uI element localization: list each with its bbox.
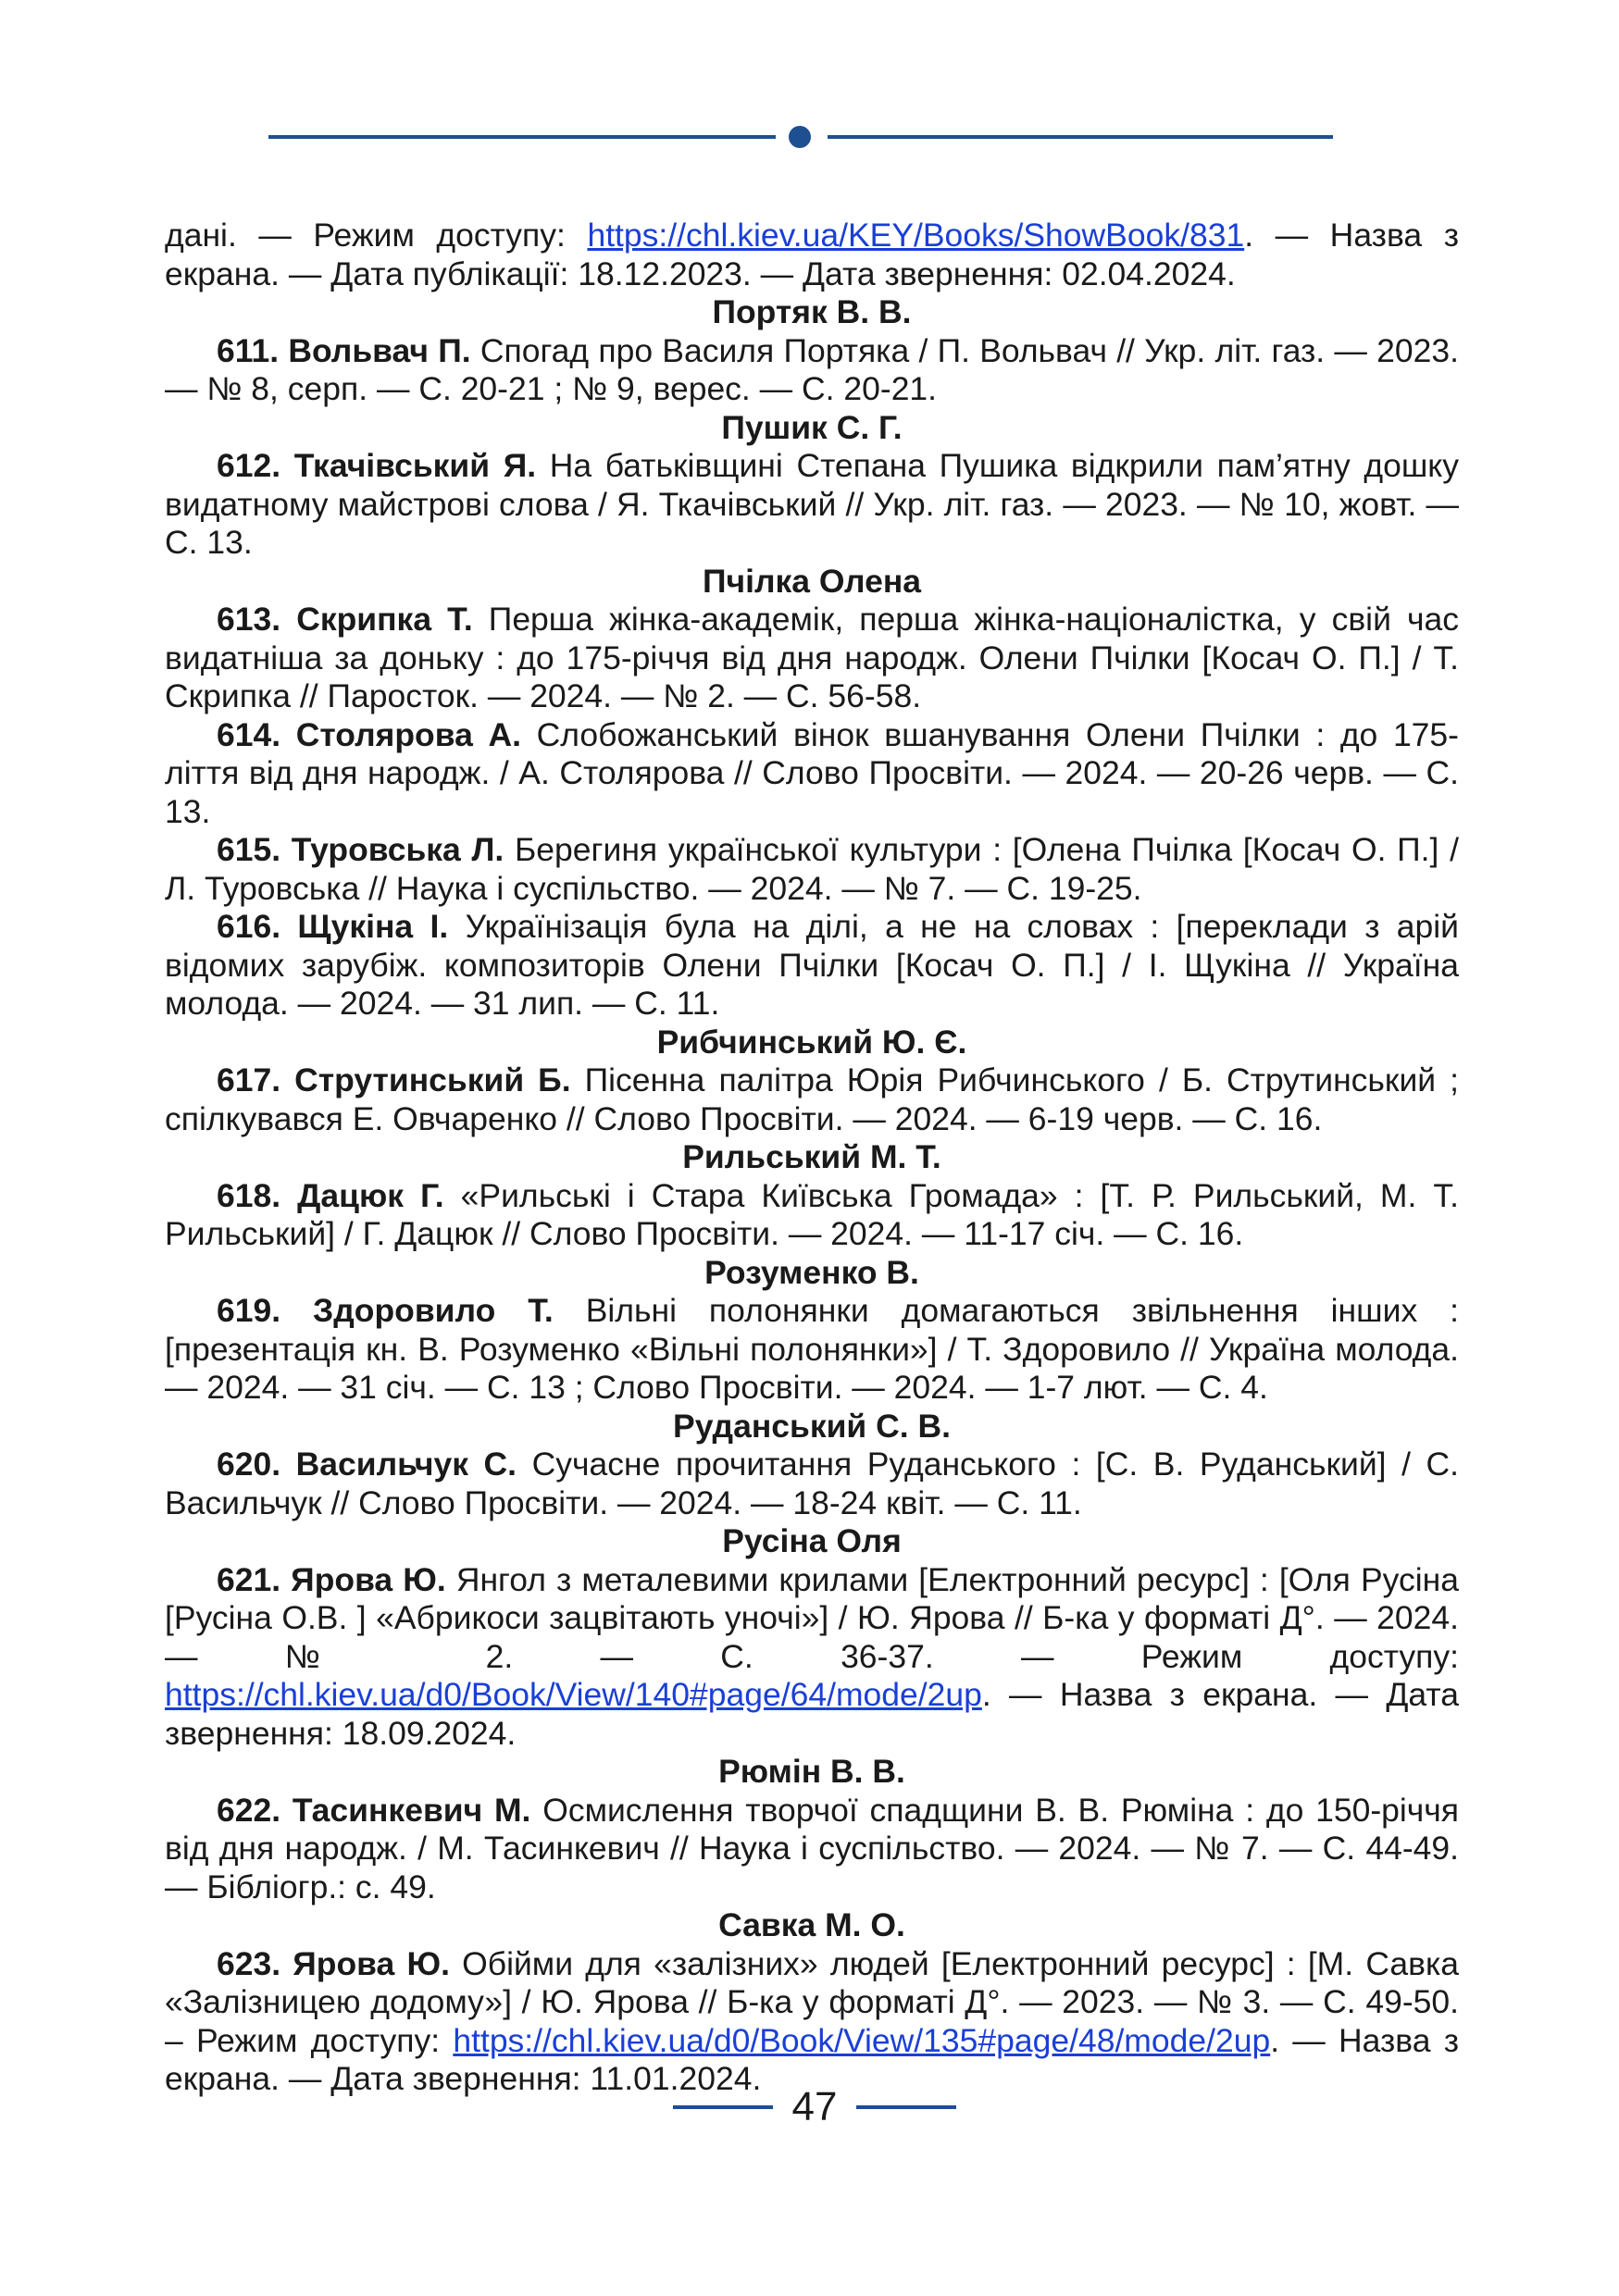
- section-heading: Розуменко В.: [704, 1253, 919, 1291]
- entry-author: 612. Ткачівський Я.: [217, 447, 537, 484]
- entry-615: 615. Туровська Л. Берегиня української культури : [Олена Пчілка [Косач О. П.] / Л. Туровська // Наука і суспільство. — 2024. — № 7. — С. 19-25.: [165, 831, 1459, 907]
- bibliography-content: [165, 217, 1459, 2099]
- section-heading: Пчілка Олена: [702, 562, 922, 600]
- section-heading: Руданський С. В.: [673, 1407, 951, 1445]
- section-heading: Портяк В. В.: [712, 293, 912, 330]
- entry-author: 618. Дацюк Г.: [217, 1176, 444, 1214]
- page-footer: [0, 2079, 1619, 2135]
- entry-616: 616. Щукіна І. Українізація була на ділі, а не на словах : [переклади з арій відомих зарубіж. композиторів Олени Пчілки [Косач О. П.] / І. Щукіна // Україна молода. — 2024. — 31 лип. — С. 11.: [165, 908, 1460, 1022]
- header-rule-right: [828, 135, 1333, 139]
- entry-617: 617. Струтинський Б. Пісенна палітра Юрія Рибчинського / Б. Струтинський ; спілкувався Е. Овчаренко // Слово Просвіти. — 2024. — 6-19 черв. — С. 16.: [165, 1061, 1460, 1137]
- entry-613: 613. Скрипка Т. Перша жінка-академік, перша жінка-націоналістка, у свій час видатніша за доньку : до 175-річчя від дня народж. Олени Пчілки [Косач О. П.] / Т. Скрипка // Паросток. — 2024. — № 2. — С. 56-58.: [165, 601, 1459, 714]
- entry-622: 622. Тасинкевич М. Осмислення творчої спадщини В. В. Рюміна : до 150-річчя від дня народж. / М. Тасинкевич // Наука і суспільство. — 2024. — № 7. — С. 44-49. — Бібліогр.: с. 49.: [165, 1791, 1459, 1905]
- entry-614: 614. Столярова А. Слобожанський вінок вшанування Олени Пчілки : до 175-ліття від дня народж. / А. Столярова // Слово Просвіти. — 2024. — 20-26 черв. — С. 13.: [165, 715, 1459, 830]
- entry-author: 616. Щукіна І.: [217, 908, 449, 945]
- section-heading: Пушик С. Г.: [721, 408, 903, 446]
- entry-author: 614. Столярова А.: [217, 715, 521, 753]
- entry-author: 623. Ярова Ю.: [217, 1944, 450, 1982]
- entry-author: 613. Скрипка Т.: [217, 601, 473, 638]
- entry-link[interactable]: https://chl.kiev.ua/d0/Book/View/135#page/48/mode/2up: [453, 2021, 1271, 2059]
- entry-author: 621. Ярова Ю.: [217, 1560, 446, 1598]
- entry-author: 615. Туровська Л.: [217, 831, 504, 868]
- section-heading: Савка М. О.: [718, 1906, 905, 1943]
- entry-author: 617. Струтинський Б.: [217, 1061, 571, 1098]
- section-heading: Рюмін В. В.: [718, 1753, 905, 1790]
- section-heading: Рильський М. Т.: [682, 1138, 941, 1175]
- entry-author: 619. Здоровило Т.: [217, 1292, 554, 1329]
- entry-623: 623. Ярова Ю. Обійми для «залізних» людей [Електронний ресурс] : [М. Савка «Залізницею додому»] / Ю. Ярова // Б-ка у форматі Д°. — 2023. — № 3. — С. 49-50. – Режим доступу: https://chl.kiev.ua/d0/Book/View/135#page/48/mode/2up. — Назва з екрана. — Дата звернення: 11.01.2024.: [165, 1944, 1460, 2097]
- entry-612: 612. Ткачівський Я. На батьківщині Степана Пушика відкрили пам’ятну дошку видатному майстрові слова / Я. Ткачівський // Укр. літ. газ. — 2023. — № 10, жовт. — С. 13.: [165, 447, 1459, 561]
- footer-rule-left: [673, 2105, 773, 2109]
- entry-link[interactable]: https://chl.kiev.ua/KEY/Books/ShowBook/831: [587, 217, 1245, 254]
- header-rule-left: [268, 135, 776, 139]
- entry-author: 622. Тасинкевич М.: [217, 1791, 531, 1829]
- footer-rule-right: [856, 2105, 956, 2109]
- entry-611: 611. Вольвач П. Спогад про Василя Портяка / П. Вольвач // Укр. літ. газ. — 2023. — № 8, серп. — С. 20-21 ; № 9, верес. — С. 20-21.: [165, 331, 1459, 407]
- header-dot: [789, 126, 811, 148]
- entry-continuation: дані. — Режим доступу: https://chl.kiev.ua/KEY/Books/ShowBook/831. — Назва з екрана. — Дата публікації: 18.12.2023. — Дата звернення: 02.04.2024.: [165, 217, 1459, 292]
- entry-link[interactable]: https://chl.kiev.ua/d0/Book/View/140#page/64/mode/2up: [165, 1676, 982, 1713]
- page-number: 47: [791, 2084, 838, 2129]
- section-heading: Рибчинський Ю. Є.: [656, 1023, 967, 1061]
- entry-619: 619. Здоровило Т. Вільні полонянки домагаються звільнення інших : [презентація кн. В. Розуменко «Вільні полонянки»] / Т. Здоровило // Україна молода. — 2024. — 31 січ. — С. 13 ; Слово Просвіти. — 2024. — 1-7 лют. — С. 4.: [165, 1292, 1460, 1406]
- header-ornament: [268, 130, 1333, 143]
- entry-author: 611. Вольвач П.: [217, 331, 471, 369]
- entry-618: 618. Дацюк Г. «Рильські і Стара Київська Громада» : [Т. Р. Рильський, М. Т. Рильський] / Г. Дацюк // Слово Просвіти. — 2024. — 11-17 січ. — С. 16.: [165, 1176, 1460, 1252]
- entry-author: 620. Васильчук С.: [217, 1446, 517, 1483]
- entry-620: 620. Васильчук С. Сучасне прочитання Руданського : [С. В. Руданський] / С. Васильчук // Слово Просвіти. — 2024. — 18-24 квіт. — С. 11.: [165, 1446, 1459, 1521]
- entry-621: 621. Ярова Ю. Янгол з металевими крилами [Електронний ресурс] : [Оля Русіна [Русіна О.В. ] «Абрикоси зацвітають уночі»] / Ю. Ярова // Б-ка у форматі Д°. — 2024. — № 2. — С. 36-37. — Режим доступу: https://chl.kiev.ua/d0/Book/View/140#page/64/mode/2up. — Назва з екрана. — Дата звернення: 18.09.2024.: [165, 1560, 1459, 1752]
- section-heading: Русіна Оля: [722, 1522, 902, 1559]
